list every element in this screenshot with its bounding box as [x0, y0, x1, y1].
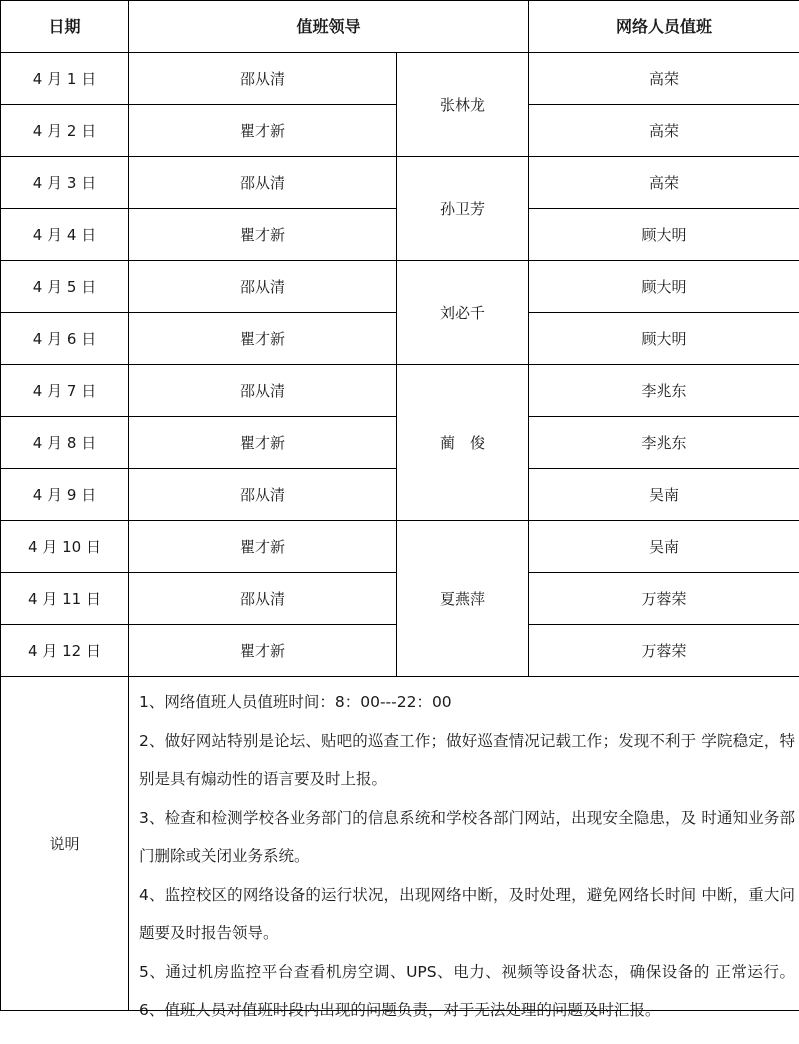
network-cell: 吴南	[529, 521, 799, 573]
note-item: 5、通过机房监控平台查看机房空调、UPS、电力、视频等设备状态，确保设备的 正常运行。 6、值班人员对值班时段内出现的问题负责，对于无法处理的问题及时汇报。	[139, 962, 796, 1019]
group-leader-cell: 夏燕萍	[397, 521, 529, 677]
leader-cell: 邵从清	[129, 365, 397, 417]
header-date: 日期	[1, 1, 129, 53]
network-cell: 高荣	[529, 105, 799, 157]
note-item: 4、监控校区的网络设备的运行状况，出现网络中断，及时处理，避免网络长时间 中断，重大问题要及时报告领导。	[139, 885, 796, 942]
date-cell: 4 月 6 日	[1, 313, 129, 365]
notes-row	[1, 677, 799, 1011]
header-leader: 值班领导	[129, 1, 529, 53]
group-leader-cell: 蔺 俊	[397, 365, 529, 521]
network-cell: 万蓉荣	[529, 573, 799, 625]
network-cell: 顾大明	[529, 261, 799, 313]
note-item: 1、网络值班人员值班时间：8：00---22：00	[139, 693, 452, 711]
leader-cell: 瞿才新	[129, 625, 397, 677]
table-row	[1, 53, 799, 105]
date-cell: 4 月 11 日	[1, 573, 129, 625]
leader-cell: 邵从清	[129, 261, 397, 313]
table-row	[1, 261, 799, 313]
date-cell: 4 月 7 日	[1, 365, 129, 417]
leader-cell: 邵从清	[129, 157, 397, 209]
note-item: 3、检查和检测学校各业务部门的信息系统和学校各部门网站，出现安全隐患，及 时通知业务部门删除或关闭业务系统。	[139, 808, 796, 865]
leader-cell: 瞿才新	[129, 105, 397, 157]
network-cell: 吴南	[529, 469, 799, 521]
date-cell: 4 月 9 日	[1, 469, 129, 521]
notes-label: 说明	[1, 677, 129, 1011]
header-row	[1, 1, 799, 53]
leader-cell: 瞿才新	[129, 313, 397, 365]
group-leader-cell: 张林龙	[397, 53, 529, 157]
date-cell: 4 月 5 日	[1, 261, 129, 313]
note-item: 2、做好网站特别是论坛、贴吧的巡查工作；做好巡查情况记载工作；发现不利于 学院稳定，特别是具有煽动性的语言要及时上报。	[139, 731, 796, 788]
group-leader-cell: 刘必千	[397, 261, 529, 365]
date-cell: 4 月 8 日	[1, 417, 129, 469]
table-row	[1, 521, 799, 573]
date-cell: 4 月 3 日	[1, 157, 129, 209]
leader-cell: 邵从清	[129, 469, 397, 521]
date-cell: 4 月 12 日	[1, 625, 129, 677]
header-network: 网络人员值班	[529, 1, 799, 53]
leader-cell: 瞿才新	[129, 521, 397, 573]
leader-cell: 瞿才新	[129, 209, 397, 261]
notes-cell	[129, 677, 799, 1019]
network-cell: 顾大明	[529, 209, 799, 261]
network-cell: 李兆东	[529, 365, 799, 417]
date-cell: 4 月 10 日	[1, 521, 129, 573]
network-cell: 李兆东	[529, 417, 799, 469]
date-cell: 4 月 4 日	[1, 209, 129, 261]
leader-cell: 瞿才新	[129, 417, 397, 469]
table-row	[1, 365, 799, 417]
network-cell: 高荣	[529, 157, 799, 209]
date-cell: 4 月 1 日	[1, 53, 129, 105]
network-cell: 高荣	[529, 53, 799, 105]
date-cell: 4 月 2 日	[1, 105, 129, 157]
network-cell: 顾大明	[529, 313, 799, 365]
notes-content	[129, 677, 799, 1019]
table-row	[1, 157, 799, 209]
group-leader-cell: 孙卫芳	[397, 157, 529, 261]
network-cell: 万蓉荣	[529, 625, 799, 677]
leader-cell: 邵从清	[129, 573, 397, 625]
leader-cell: 邵从清	[129, 53, 397, 105]
